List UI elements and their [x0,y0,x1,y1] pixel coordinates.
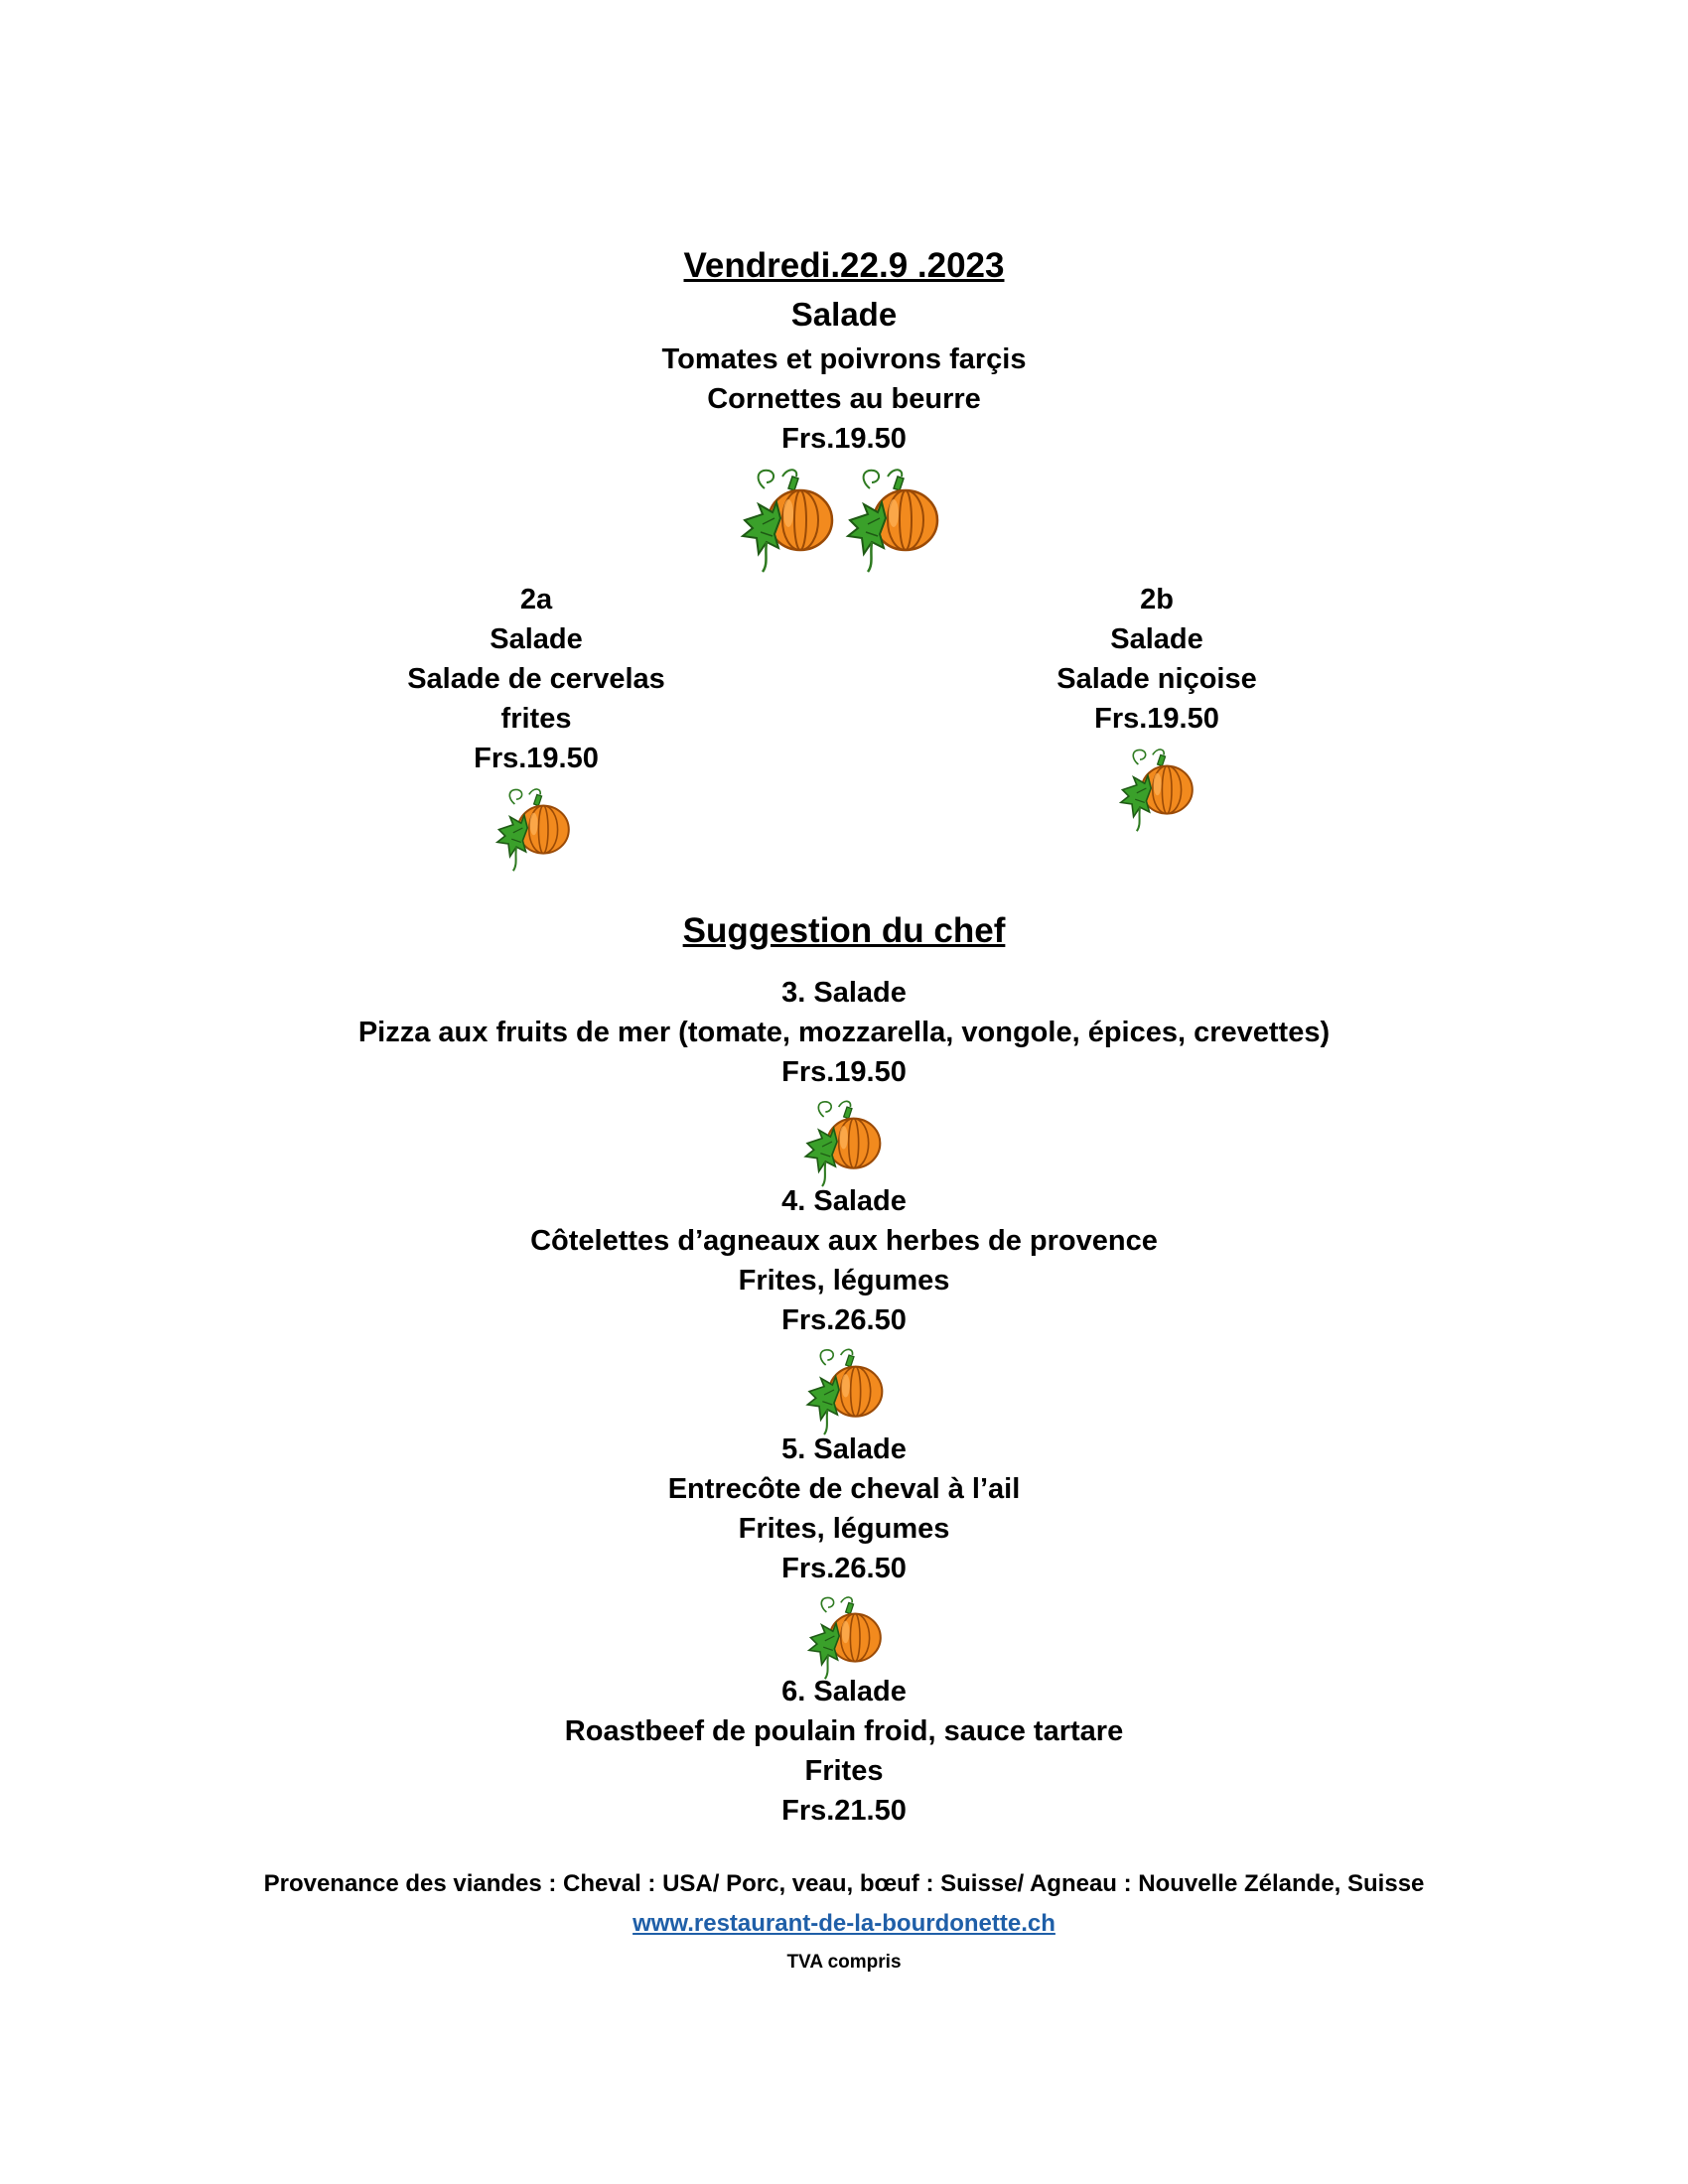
pumpkin-icon [492,780,572,876]
menu2a-price: Frs.19.50 [474,743,599,774]
website-link[interactable]: www.restaurant-de-la-bourdonette.ch [633,1910,1055,1937]
menu1-price: Frs.19.50 [781,423,907,455]
vat-note: TVA compris [786,1952,902,1973]
menu4-side: Frites, légumes [738,1265,950,1297]
pumpkin-icon [842,459,941,578]
menu4-dish: Côtelettes d’agneaux aux herbes de provence [530,1225,1158,1257]
pumpkin-icon [800,1092,884,1191]
menu5-starter: 5. Salade [781,1433,907,1465]
menu6-side: Frites [804,1755,884,1787]
menu5-side: Frites, légumes [738,1513,950,1545]
menu2b-price: Frs.19.50 [1094,703,1219,735]
menu2b-starter: Salade [1110,623,1203,655]
menu2b-dish: Salade niçoise [1056,663,1257,695]
meat-provenance: Provenance des viandes : Cheval : USA/ Porc, veau, bœuf : Suisse/ Agneau : Nouvelle Zélande, Suisse [263,1870,1425,1897]
menu5-price: Frs.26.50 [781,1553,907,1584]
menu6-price: Frs.21.50 [781,1795,907,1827]
menu6-starter: 6. Salade [781,1676,907,1707]
menu5-dish: Entrecôte de cheval à l’ail [667,1473,1021,1505]
menu1-dish: Tomates et poivrons farçis [661,343,1027,375]
menu3-price: Frs.19.50 [781,1056,907,1088]
menu2a-number: 2a [519,584,553,615]
menu6-dish: Roastbeef de poulain froid, sauce tartare [564,1715,1124,1747]
menu2b-number: 2b [1140,584,1174,615]
menu3-starter: 3. Salade [781,977,907,1009]
pumpkin-icon [1116,741,1196,836]
menu1-starter: Salade [790,296,898,333]
menu2a-side: frites [500,703,572,735]
menu-date: Vendredi.22.9 .2023 [683,246,1005,285]
suggestion-title: Suggestion du chef [682,911,1006,950]
pumpkin-icon [802,1340,886,1439]
menu2a-starter: Salade [490,623,583,655]
menu3-dish: Pizza aux fruits de mer (tomate, mozzarella, vongole, épices, crevettes) [357,1017,1331,1048]
menu2a-dish: Salade de cervelas [407,663,665,695]
pumpkin-icon [804,1588,884,1684]
pumpkin-icon [737,459,836,578]
menu4-price: Frs.26.50 [781,1304,907,1336]
menu1-side: Cornettes au beurre [707,383,981,415]
menu4-starter: 4. Salade [781,1185,907,1217]
